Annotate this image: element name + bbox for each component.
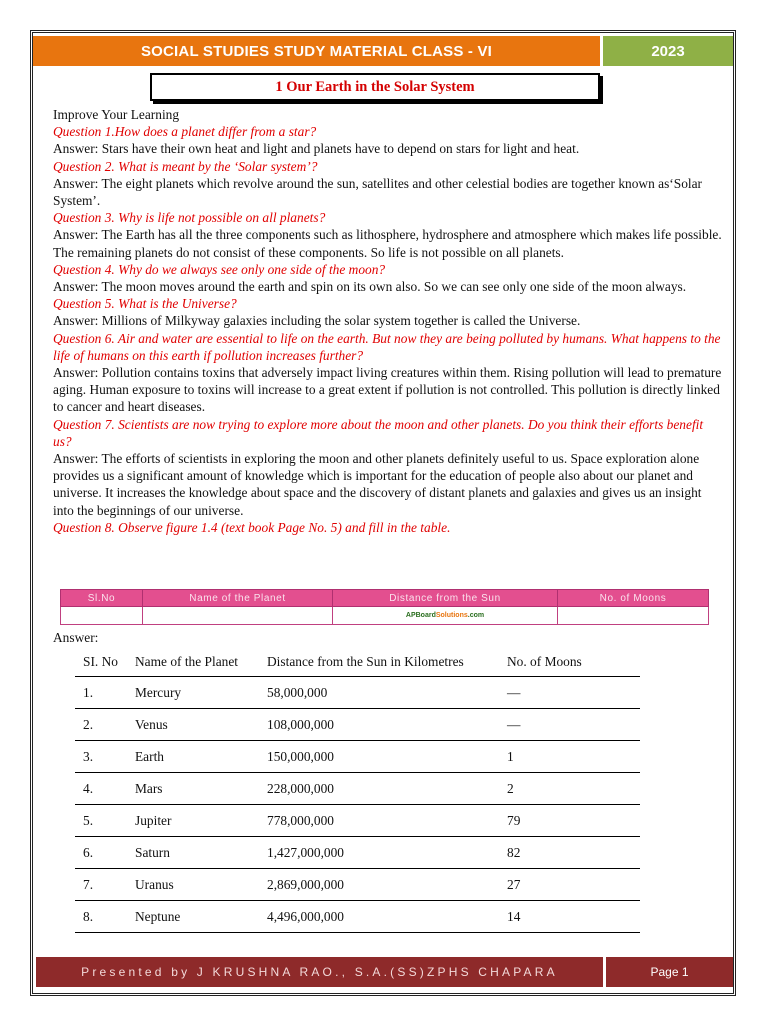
question-3: Question 3. Why is life not possible on all planets? [53, 210, 326, 226]
cell-sl: 5. [75, 805, 127, 837]
question-6: Question 6. Air and water are essential to life on the earth. But now they are being polluted by humans. What happens to the life of humans on this earth if pollution increases further? [53, 330, 721, 363]
cell-moons: — [499, 677, 640, 709]
table-row [75, 901, 640, 933]
table-row [75, 869, 640, 901]
answer-4: Answer: The moon moves around the earth and spin on its own also. So we can see only one side of the moon always. [53, 279, 687, 295]
watermark-part: .com [467, 612, 485, 619]
cell-distance: 228,000,000 [259, 773, 499, 805]
cell-distance: 2,869,000,000 [259, 869, 499, 901]
planet-header-distance: Distance from the Sun in Kilometres [259, 648, 499, 677]
watermark-part: Solutions [435, 612, 468, 619]
cell-sl: 8. [75, 901, 127, 933]
cell-planet: Saturn [127, 837, 259, 869]
planet-header-moons: No. of Moons [499, 648, 640, 677]
cell-planet: Neptune [127, 901, 259, 933]
fill-table-row [61, 607, 709, 625]
cell-planet: Mercury [127, 677, 259, 709]
cell-sl: 6. [75, 837, 127, 869]
fill-header-distance: Distance from the Sun [333, 590, 558, 607]
watermark [333, 607, 558, 625]
fill-header-sl: Sl.No [61, 590, 143, 607]
cell-moons: 27 [499, 869, 640, 901]
cell-planet: Venus [127, 709, 259, 741]
planet-header-name: Name of the Planet [127, 648, 259, 677]
answer-3: Answer: The Earth has all the three components such as lithosphere, hydrosphere and atmosphere which makes life possible. The remaining planets do not consist of these components. So life is not possible on all planets. [53, 227, 722, 260]
chapter-title: 1 Our Earth in the Solar System [150, 73, 600, 101]
fill-header-moons: No. of Moons [558, 590, 709, 607]
cell-sl: 2. [75, 709, 127, 741]
cell-sl: 1. [75, 677, 127, 709]
answer-2: Answer: The eight planets which revolve around the sun, satellites and other celestial bodies are together known as‘Solar System’. [53, 175, 703, 209]
planet-table-header-row [75, 648, 640, 677]
page-footer [36, 957, 733, 987]
fill-in-table [60, 589, 709, 625]
fill-cell [558, 607, 709, 625]
question-5: Question 5. What is the Universe? [53, 296, 237, 312]
fill-cell [143, 607, 333, 625]
table-row [75, 837, 640, 869]
answer-7: Answer: The efforts of scientists in exploring the moon and other planets definitely useful to us. Space exploration alone provides us a significant amount of knowledge which is important for the education of people also about our planet and universe. It increases the knowledge about space and the discovery of distant planets and galaxies and gives us an insight into the beginnings of our universe. [53, 451, 702, 518]
cell-distance: 108,000,000 [259, 709, 499, 741]
table-row [75, 805, 640, 837]
cell-sl: 3. [75, 741, 127, 773]
question-8: Question 8. Observe figure 1.4 (text book Page No. 5) and fill in the table. [53, 519, 451, 535]
cell-distance: 1,427,000,000 [259, 837, 499, 869]
cell-moons: 14 [499, 901, 640, 933]
question-1: Question 1.How does a planet differ from a star? [53, 124, 317, 140]
cell-distance: 4,496,000,000 [259, 901, 499, 933]
cell-moons: 79 [499, 805, 640, 837]
footer-presenter: Presented by J KRUSHNA RAO., S.A.(SS)ZPHS CHAPARA [36, 957, 606, 987]
fill-cell [61, 607, 143, 625]
section-title: Improve Your Learning [53, 107, 180, 122]
planet-table [75, 648, 640, 933]
answer-6: Answer: Pollution contains toxins that adversely impact living creatures within them. Rising pollution will lead to premature aging. Human exposure to toxins will increase to a great extent if pollution is not controlled. This pollution is directly linked to cancer and heart diseases. [53, 365, 722, 415]
qa-content [53, 106, 723, 536]
table-row [75, 677, 640, 709]
fill-header-planet: Name of the Planet [143, 590, 333, 607]
page-header [33, 36, 733, 66]
footer-page-number: Page 1 [606, 957, 733, 987]
answer-1: Answer: Stars have their own heat and light and planets have to depend on stars for light and heat. [53, 141, 580, 157]
cell-planet: Mars [127, 773, 259, 805]
cell-moons: 2 [499, 773, 640, 805]
cell-distance: 58,000,000 [259, 677, 499, 709]
cell-moons: — [499, 709, 640, 741]
cell-planet: Uranus [127, 869, 259, 901]
table-row [75, 709, 640, 741]
cell-sl: 4. [75, 773, 127, 805]
cell-planet: Jupiter [127, 805, 259, 837]
fill-table-header-row [61, 590, 709, 607]
cell-moons: 82 [499, 837, 640, 869]
watermark-part: APBoard [405, 612, 436, 619]
table-row [75, 741, 640, 773]
header-year: 2023 [603, 36, 733, 66]
cell-distance: 778,000,000 [259, 805, 499, 837]
question-7: Question 7. Scientists are now trying to explore more about the moon and other planets. Do you think their efforts benefit us? [53, 416, 704, 449]
cell-moons: 1 [499, 741, 640, 773]
cell-planet: Earth [127, 741, 259, 773]
header-title: SOCIAL STUDIES STUDY MATERIAL CLASS - VI [33, 36, 603, 66]
answer-5: Answer: Millions of Milkyway galaxies including the solar system together is called the Universe. [53, 313, 581, 329]
answer-label: Answer: [53, 630, 99, 645]
question-2: Question 2. What is meant by the ‘Solar system’? [53, 158, 318, 174]
planet-header-sl: SI. No [75, 648, 127, 677]
cell-sl: 7. [75, 869, 127, 901]
cell-distance: 150,000,000 [259, 741, 499, 773]
question-4: Question 4. Why do we always see only one side of the moon? [53, 261, 386, 277]
table-row [75, 773, 640, 805]
